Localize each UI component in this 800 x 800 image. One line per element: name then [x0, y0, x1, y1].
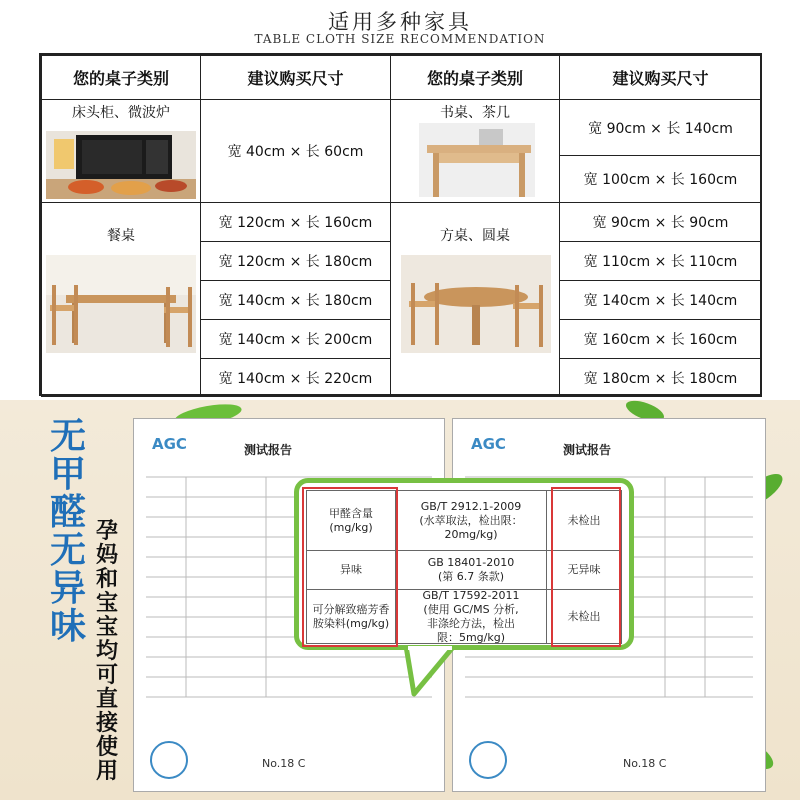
test-results-bubble	[294, 478, 634, 650]
microwave-photo	[46, 131, 196, 199]
result-method-odor: GB 18401-2010 (第 6.7 条款)	[395, 550, 547, 590]
header-size-left: 建议购买尺寸	[200, 55, 391, 100]
result-value-amine: 未检出	[546, 589, 622, 644]
header-size-right: 建议购买尺寸	[559, 55, 762, 100]
highlight-frame-results	[551, 487, 621, 647]
report-number: No.18 C	[262, 757, 306, 770]
agc-logo: AGC	[152, 435, 187, 453]
claim-main: 无甲醛无异味	[49, 416, 86, 647]
size-cell-dining-4: 宽 140cm × 长 200cm	[200, 319, 391, 359]
result-value-formaldehyde: 未检出	[546, 490, 622, 551]
bubble-tail	[400, 646, 460, 698]
result-value-odor: 无异味	[546, 550, 622, 590]
result-item-amine: 可分解致癌芳香 胺染料(mg/kg)	[306, 589, 396, 644]
category-label-dining: 餐桌	[107, 228, 135, 244]
page-subtitle: TABLE CLOTH SIZE RECOMMENDATION	[254, 32, 546, 46]
desk-photo	[419, 123, 535, 197]
report-number: No.18 C	[623, 757, 667, 770]
size-cell-dining-2: 宽 120cm × 长 180cm	[200, 241, 391, 281]
round-table-photo	[401, 255, 551, 353]
agc-seal-icon	[150, 741, 188, 779]
size-cell-round-4: 宽 160cm × 长 160cm	[559, 319, 762, 359]
agc-seal-icon	[469, 741, 507, 779]
result-item-formaldehyde: 甲醛含量 (mg/kg)	[306, 490, 396, 551]
category-label-desk: 书桌、茶几	[440, 105, 510, 121]
size-table	[39, 53, 762, 396]
result-method-formaldehyde: GB/T 2912.1-2009 (水萃取法，检出限： 20mg/kg)	[395, 490, 547, 551]
claim-secondary: 孕妈和宝宝均可直接使用	[95, 519, 118, 784]
page-title: 适用多种家具	[328, 10, 472, 34]
result-method-amine: GB/T 17592-2011 (使用 GC/MS 分析, 非涤纶方法，检出 限：5mg/kg)	[395, 589, 547, 644]
size-cell-dining-3: 宽 140cm × 长 180cm	[200, 280, 391, 320]
size-cell-round-3: 宽 140cm × 长 140cm	[559, 280, 762, 320]
size-cell-dining-1: 宽 120cm × 长 160cm	[200, 202, 391, 242]
result-item-odor: 异味	[306, 550, 396, 590]
size-cell-desk-1: 宽 90cm × 长 140cm	[559, 99, 762, 156]
size-cell-round-1: 宽 90cm × 长 90cm	[559, 202, 762, 242]
header-category-left: 您的桌子类别	[41, 55, 201, 100]
report-title: 测试报告	[563, 443, 612, 457]
category-label-nightstand: 床头柜、微波炉	[72, 105, 170, 121]
size-cell-desk-2: 宽 100cm × 长 160cm	[559, 155, 762, 203]
size-cell-nightstand: 宽 40cm × 长 60cm	[200, 99, 391, 203]
size-cell-dining-5: 宽 140cm × 长 220cm	[200, 358, 391, 397]
dining-table-photo	[46, 255, 196, 353]
category-label-round: 方桌、圆桌	[440, 228, 510, 244]
agc-logo: AGC	[471, 435, 506, 453]
size-cell-round-2: 宽 110cm × 长 110cm	[559, 241, 762, 281]
header-category-right: 您的桌子类别	[390, 55, 560, 100]
report-title: 测试报告	[244, 443, 293, 457]
size-cell-round-5: 宽 180cm × 长 180cm	[559, 358, 762, 397]
highlight-frame-items	[302, 487, 398, 647]
